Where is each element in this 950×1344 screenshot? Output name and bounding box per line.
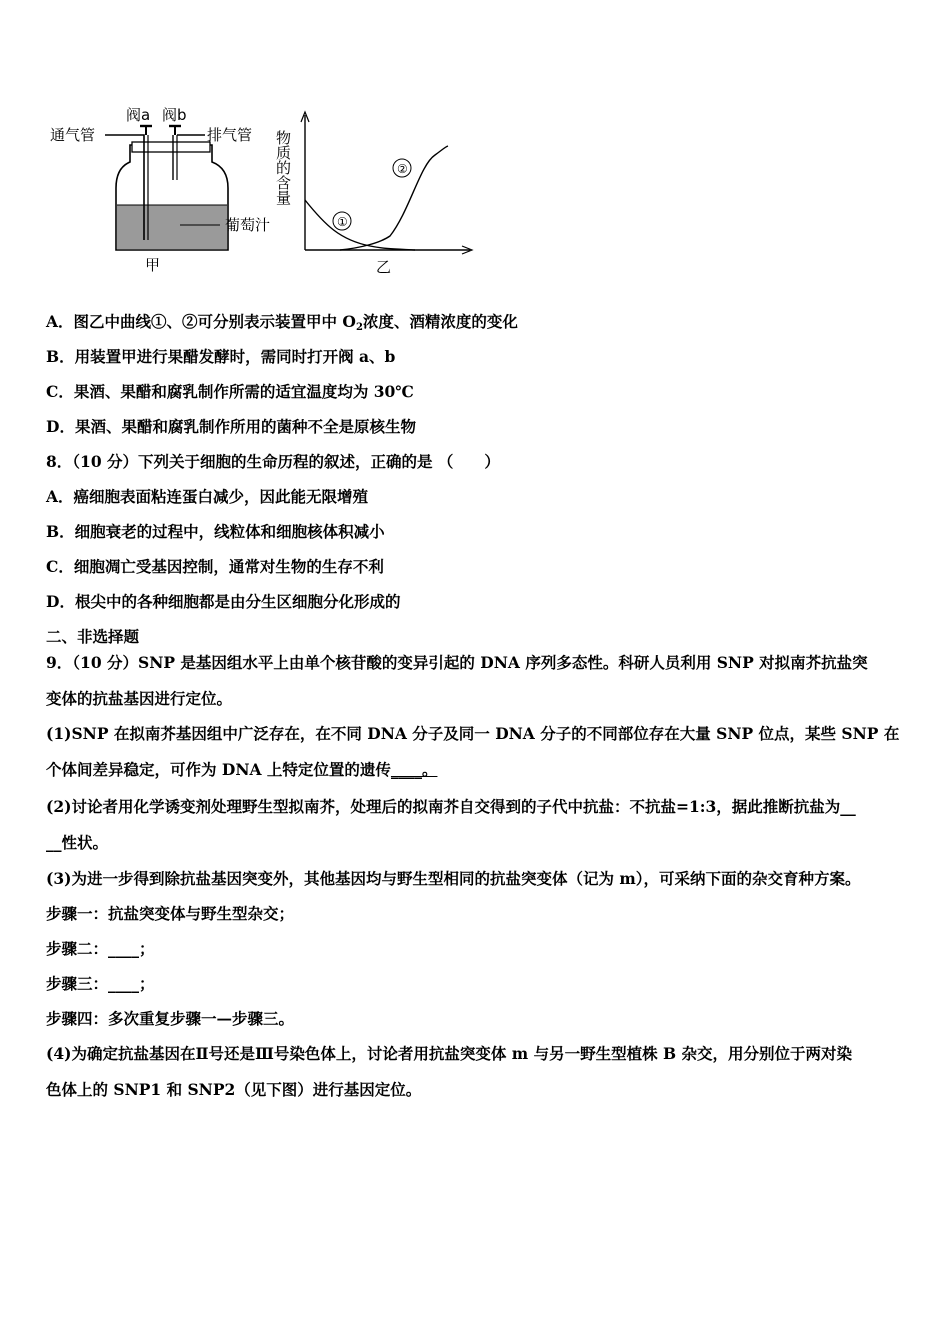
q9-part2-a: (2)讨论者用化学诱变剂处理野生型拟南芥，处理后的拟南芥自交得到的子代中抗盐：不抗盐=1:3，据此推断抗盐为__ <box>46 797 856 816</box>
q7-a-rest: 浓度、酒精浓度的变化 <box>362 312 518 331</box>
curve2-label: ② <box>397 162 408 176</box>
q9-part1-b <box>46 760 437 780</box>
figure-svg <box>40 100 490 280</box>
q7-option-c: C．果酒、果醋和腐乳制作所需的适宜温度均为 30℃ <box>46 382 414 401</box>
juice-liquid <box>117 205 227 249</box>
q7-option-d: D．果酒、果醋和腐乳制作所用的菌种不全是原核生物 <box>46 417 416 436</box>
q7-a-sub: 2 <box>355 322 363 333</box>
label-yi: 乙 <box>376 258 392 276</box>
q9-step2: 步骤二：____； <box>46 939 155 958</box>
q9-stem-2: 变体的抗盐基因进行定位。 <box>46 689 233 708</box>
answer-blank: ____。 <box>390 760 438 779</box>
graph-yi <box>274 112 472 276</box>
ylabel-text: 物质的含量 <box>274 130 292 205</box>
fermentation-figure <box>40 100 490 280</box>
apparatus-jia <box>50 106 270 274</box>
label-paiqiguan: 排气管 <box>207 126 253 144</box>
q9-part1-a: (1)SNP 在拟南芥基因组中广泛存在，在不同 DNA 分子及同一 DNA 分子的不同部位存在大量 SNP 位点，某些 SNP 在 <box>46 724 900 743</box>
q9-step1: 步骤一：抗盐突变体与野生型杂交； <box>46 904 295 923</box>
label-valve-a: 阀a <box>126 106 151 124</box>
label-valve-b: 阀b <box>162 106 187 124</box>
label-tongqiguan: 通气管 <box>50 126 96 144</box>
q9-part4-b: 色体上的 SNP1 和 SNP2（见下图）进行基因定位。 <box>46 1080 422 1099</box>
q8-option-a: A．癌细胞表面粘连蛋白减少，因此能无限增殖 <box>46 487 369 506</box>
curve1-label: ① <box>337 215 348 229</box>
q8-option-d: D．根尖中的各种细胞都是由分生区细胞分化形成的 <box>46 592 401 611</box>
q9-stem-1: 9．（10 分）SNP 是基因组水平上由单个核苷酸的变异引起的 DNA 序列多态性。科研人员利用 SNP 对拟南芥抗盐突 <box>46 653 868 672</box>
q8-stem: 8．（10 分）下列关于细胞的生命历程的叙述，正确的是 （ ） <box>46 452 500 471</box>
q9-step3: 步骤三：____； <box>46 974 155 993</box>
q9-part2-b: __性状。 <box>46 833 109 852</box>
q8-option-c: C．细胞凋亡受基因控制，通常对生物的生存不利 <box>46 557 384 576</box>
q7-a-text: A．图乙中曲线①、②可分别表示装置甲中 O <box>46 312 356 331</box>
graph-ylabel <box>274 129 292 205</box>
q9-part1-b-text: 个体间差异稳定，可作为 DNA 上特定位置的遗传 <box>46 760 391 779</box>
q9-part4-a: (4)为确定抗盐基因在Ⅱ号还是Ⅲ号染色体上，讨论者用抗盐突变体 m 与另一野生型植株 B 杂交，用分别位于两对染 <box>46 1044 852 1063</box>
section-heading: 二、非选择题 <box>46 627 140 646</box>
label-jia: 甲 <box>145 256 161 274</box>
q9-part3: (3)为进一步得到除抗盐基因突变外，其他基因均与野生型相同的抗盐突变体（记为 m），可采纳下面的杂交育种方案。 <box>46 869 861 888</box>
q9-step4: 步骤四：多次重复步骤一—步骤三。 <box>46 1009 295 1028</box>
q7-option-b: B．用装置甲进行果醋发酵时，需同时打开阀 a、b <box>46 347 396 366</box>
label-putaozhi: 葡萄汁 <box>225 216 271 234</box>
q7-option-a <box>46 312 518 338</box>
q8-option-b: B．细胞衰老的过程中，线粒体和细胞核体积减小 <box>46 522 385 541</box>
